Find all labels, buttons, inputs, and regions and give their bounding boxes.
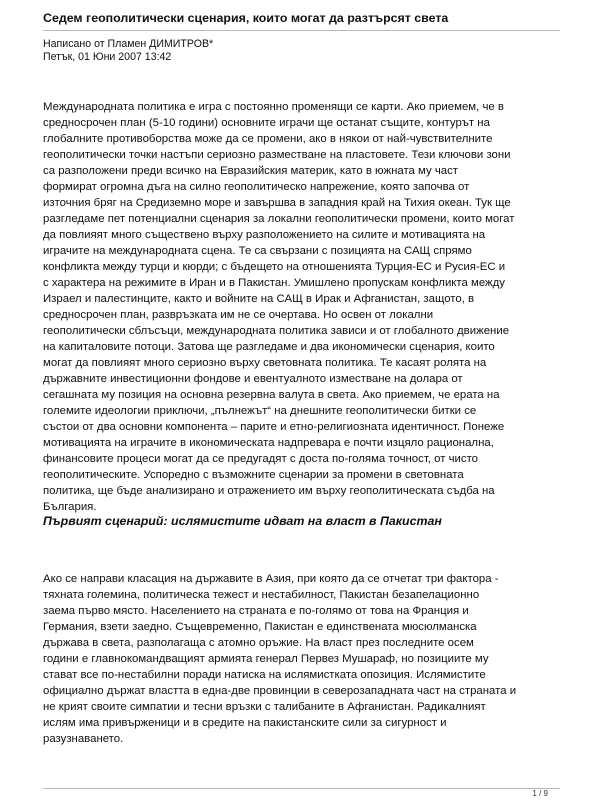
author-line: Написано от Пламен ДИМИТРОВ*	[43, 38, 214, 50]
body-paragraph-2	[43, 571, 563, 747]
text-line: Международната политика е игра с постоянно променящи се карти. Ако приемем, че в	[43, 101, 504, 113]
text-line: стават все по-нестабилни поради натиска на ислямистката опозиция. Ислямистите	[43, 669, 486, 681]
text-line: Израел и палестинците, както и войните на САЩ в Ирак и Афганистан, защото, в	[43, 293, 475, 305]
text-line: конфликта между турци и кюрди; с бъдещето на отношенията Турция-ЕС и Русия-ЕС и	[43, 261, 506, 273]
text-line: мотивацията на играчите в икономическата надпревара е почти изцяло рационална,	[43, 437, 494, 449]
text-line: официално държат властта в една-две провинции в северозападната част на страната и	[43, 685, 517, 697]
page-number: 1 / 9	[532, 789, 548, 798]
text-line: Германия, взети заедно. Същевременно, Пакистан е единствената мюсюлманска	[43, 621, 477, 633]
text-line: източния бряг на Средиземно море и завършва в западния край на Тихия океан. Тук ще	[43, 197, 511, 209]
text-line: са разположени преди всичко на Евразийския материк, като в южната му част	[43, 165, 459, 177]
text-line: глобалните противоборства може да се промени, ако в някои от най-чувствителните	[43, 133, 493, 145]
text-line: геополитически точки настъпи сериозно разместване на пластовете. Тези ключови зони	[43, 149, 511, 161]
text-line: не крият своите симпатии и тесни връзки с талибаните в Афганистан. Радикалният	[43, 701, 486, 713]
body-paragraph-1	[43, 99, 563, 515]
footer-divider	[43, 788, 560, 789]
text-line: формират огромна дъга на силно геополитическо напрежение, която започва от	[43, 181, 470, 193]
text-line: могат да повлияят много сериозно върху световната политика. Те касаят ролята на	[43, 357, 487, 369]
text-line: финансовите процеси могат да се предугадят с доста по-голяма точност, от чисто	[43, 453, 478, 465]
text-line: големите идеологии приключи, „пълнежът“ на днешните геополитически битки се	[43, 405, 477, 417]
text-line: държавните инвестиционни фондове и евентуалното изместване на долара от	[43, 373, 463, 385]
text-line: тяхната големина, политическа тежест и нестабилност, Пакистан безапелационно	[43, 589, 480, 601]
text-line: ислям има привърженици и в средите на пакистанските сили за сигурност и	[43, 717, 447, 729]
text-line: да повлияят много съществено върху разположението на силите и мотивацията на	[43, 229, 486, 241]
text-line: средносрочен план, развръзката им не се очертава. Но освен от локални	[43, 309, 434, 321]
text-line: състои от два основни компонента – парите и етно-религиозната идентичност. Понеже	[43, 421, 505, 433]
text-line: разузнаването.	[43, 733, 124, 745]
text-line: заема първо място. Населението на страната е по-голямо от това на Франция и	[43, 605, 469, 617]
text-line: сегашната му позиция на основна резервна валута в света. Ако приемем, че ерата на	[43, 389, 500, 401]
text-line: геополитически сблъсъци, международната политика зависи и от глобалното движение	[43, 325, 510, 337]
text-line: политика, ще бъде анализирано и отражението им върху геополитическата съдба на	[43, 485, 495, 497]
text-line: Ако се направи класация на държавите в Азия, при която да се отчетат три фактора -	[43, 573, 499, 585]
text-line: играчите на международната сцена. Те са свързани с позицията на САЩ спрямо	[43, 245, 472, 257]
text-line: геополитическите. Успоредно с възможните сценарии за промени в световната	[43, 469, 464, 481]
text-line: държава в света, разполагаща с атомно оръжие. На власт през последните осем	[43, 637, 474, 649]
text-line: години е главнокомандващият армията генерал Первез Мушараф, но позициите му	[43, 653, 489, 665]
header-divider	[43, 30, 560, 31]
text-line: средносрочен план (5-10 години) основните играчи ще останат същите, контурът на	[43, 117, 490, 129]
section-heading: Първият сценарий: ислямистите идват на власт в Пакистан	[43, 514, 442, 528]
text-line: България.	[43, 501, 97, 513]
text-line: на капиталовите потоци. Затова ще разгледаме и два икономически сценария, които	[43, 341, 495, 353]
publish-date: Петък, 01 Юни 2007 13:42	[43, 51, 172, 63]
text-line: с характера на режимите в Иран и в Пакистан. Умишлено пропускам конфликта между	[43, 277, 506, 289]
page-title: Седем геополитически сценария, които могат да разтърсят света	[43, 11, 449, 25]
text-line: разгледаме пет потенциални сценария за локални геополитически промени, които могат	[43, 213, 515, 225]
